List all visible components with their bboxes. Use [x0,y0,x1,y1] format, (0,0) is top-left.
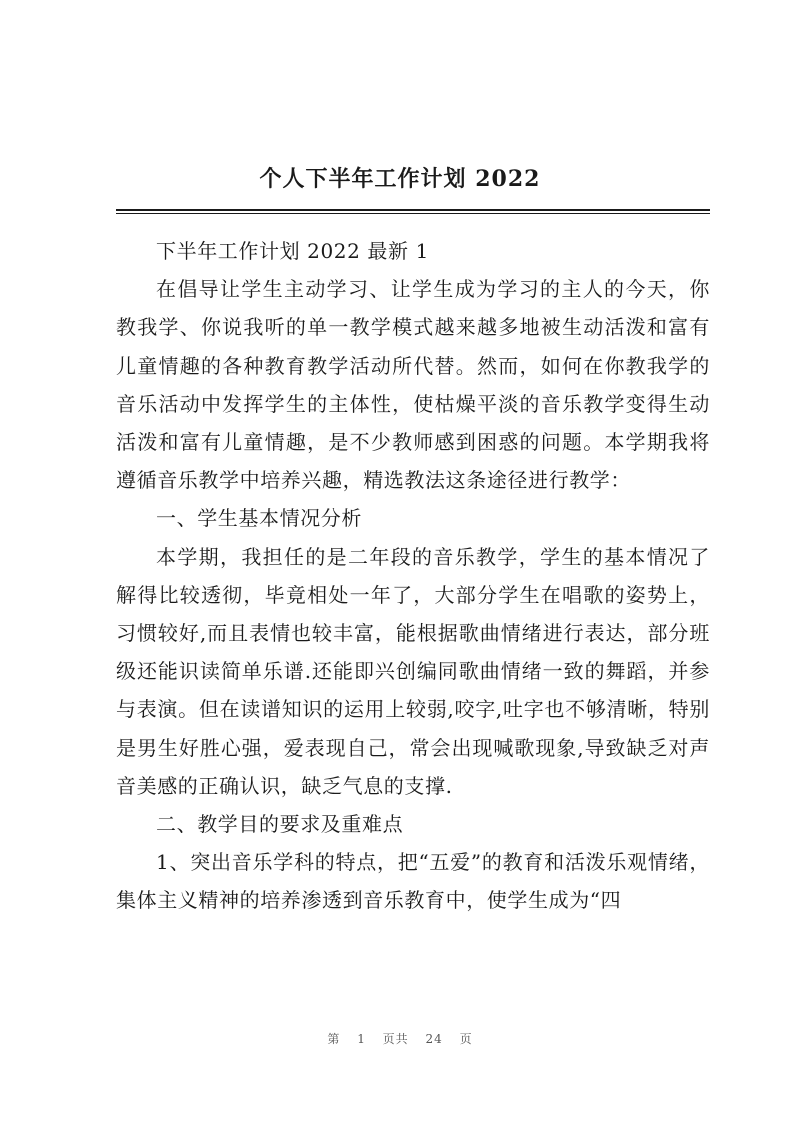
title-divider-thick [116,209,710,211]
subtitle-paragraph: 下半年工作计划 2022 最新 1 [156,239,429,263]
footer-page-number: 1 [357,1032,366,1046]
intro-paragraph: 在倡导让学生主动学习、让学生成为学习的主人的今天，你教我学、你说我听的单一教学模式越来越多地被生动活泼和富有儿童情趣的各种教育教学活动所代替。然而，如何在你教我学的音乐活动中发挥学生的主体性，使枯燥平淡的音乐教学变得生动活泼和富有儿童情趣，是不少教师感到困惑的问题。本学期我将遵循音乐教学中培养兴趣，精选教法这条途径进行教学： [116,277,710,493]
title-divider-thin [116,213,710,214]
section-heading-1: 一、学生基本情况分析 [156,506,362,531]
footer-prefix: 第 [327,1032,341,1046]
document-title: 个人下半年工作计划 2022 [259,166,541,192]
student-analysis-paragraph: 本学期，我担任的是二年段的音乐教学，学生的基本情况了解得比较透彻，毕竟相处一年了，大部分学生在唱歌的姿势上，习惯较好,而且表情也较丰富，能根据歌曲情绪进行表达，部分班级还能识读简单乐谱.还能即兴创编同歌曲情绪一致的舞蹈，并参与表演。但在读谱知识的运用上较弱,咬字,吐字也不够清晰，特别是男生好胜心强，爱表现自己，常会出现喊歌现象,导致缺乏对声音美感的正确认识，缺乏气息的支撑. [116,544,710,798]
goals-paragraph: 1、突出音乐学科的特点，把“五爱”的教育和活泼乐观情绪，集体主义精神的培养渗透到音乐教育中，使学生成为“四 [116,850,710,913]
document-body [116,232,710,920]
page-footer [0,1030,800,1047]
footer-total-pages: 24 [425,1032,443,1046]
footer-middle: 页共 [382,1032,409,1046]
footer-suffix: 页 [459,1032,473,1046]
section-heading-2: 二、教学目的要求及重难点 [156,812,404,837]
